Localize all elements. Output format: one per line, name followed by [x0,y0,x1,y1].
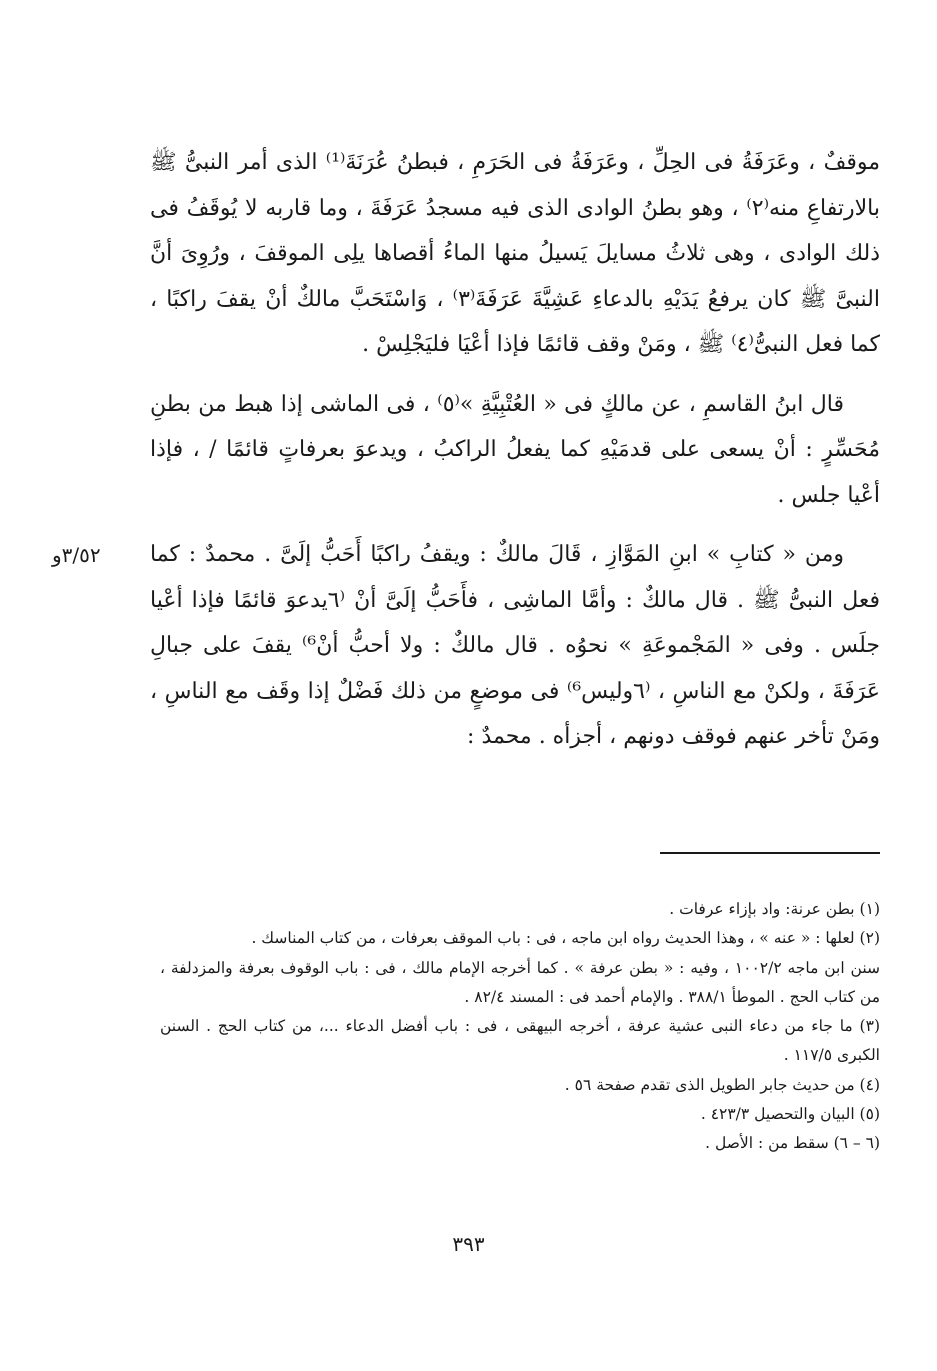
footnote-2-continued: سنن ابن ماجه ١٠٠٢/٢ ، وفيه : « بطن عرفة » . كما أخرجه الإمام مالك ، فى : باب الوقوف بعرفة والمزدلفة ، من كتاب الحج . الموطأ ٣٨٨/١ . والإمام أحمد فى : المسند ٨٢/٤ . [160,958,880,1006]
footnote-3: (٣) ما جاء من دعاء النبى عشية عرفة ، أخرجه البيهقى ، فى : باب أفضل الدعاء ...، من كتاب الحج . السنن الكبرى ١١٧/٥ . [160,1017,880,1065]
paragraph-2: قال ابنُ القاسمِ ، عن مالكٍ فى « العُتْبِيَّةِ »⁽٥⁾ ، فى الماشى إذا هبط من بطنِ مُحَسِّرٍ : أنْ يسعى على قدمَيْهِ كما يفعلُ الراكبُ ، ويدعوَ بعرفاتٍ قائمًا / ، فإذا أعْيا جلس . [150,391,880,508]
footnote-divider [660,852,880,854]
paragraph-1: موقفٌ ، وعَرَفَةُ فى الحِلِّ ، وعَرَفَةُ فى الحَرَمِ ، فبطنُ عُرَنَةَ⁽¹⁾ الذى أمر النبىُّ ﷺ بالارتفاعِ منه⁽٢⁾ ، وهو بطنُ الوادى الذى فيه مسجدُ عَرَفَةَ ، وما قاربه لا يُوقَفُ فى ذلك الوادى ، وهى ثلاثُ مسايلَ يَسيلُ منها الماءُ أقصاها يلِى الموقفَ ، ورُوِىَ أنَّ النبىَّ ﷺ كان يرفعُ يَدَيْهِ بالدعاءِ عَشِيَّةَ عَرَفَةَ⁽٣⁾ ، وَاسْتَحَبَّ مالكٌ أنْ يقفَ راكبًا ، كما فعل النبىُّ⁽٤⁾ ﷺ ، ومَنْ وقف قائمًا فإذا أعْيَا فليَجْلِسْ . [150,150,881,357]
footnote-4: (٤) من حديث جابر الطويل الذى تقدم صفحة ٥٦ . [564,1075,880,1094]
footnote-6: (٦ – ٦) سقط من : الأصل . [705,1134,880,1153]
footnotes-block [160,895,880,1159]
main-text-block [150,140,880,760]
footnote-1: (١) بطن عرنة: واد بإزاء عرفات . [669,900,880,918]
margin-folio-reference: ٣/٥٢و [52,543,101,567]
paragraph-3: ومن « كتابِ » ابنِ المَوَّازِ ، قَالَ مالكٌ : ويقفُ راكبًا أَحَبُّ إلَىَّ . محمدٌ : كما فعل النبىُّ ﷺ . قال مالكٌ : وأمَّا الماشِى ، فأَحَبُّ إلَىَّ أنْ ⁽٦يدعوَ قائمًا فإذا أعْيا جلَس . وفى « المَجْموعَةِ » نحوُه . قال مالكٌ : ولا أحبُّ أنْ⁶⁾ يقفَ على جبالِ عَرَفَةَ ، ولكنْ مع الناسِ ، ⁽٦وليس⁶⁾ فى موضعٍ من ذلك فَضْلٌ إذا وقَف مع الناسِ ، ومَنْ تأخر عنهم فوقف دونهم ، أجزأه . محمدٌ : [150,542,880,749]
page-number: ٣٩٣ [452,1232,485,1256]
footnote-5: (٥) البيان والتحصيل ٤٢٣/٣ . [700,1105,880,1124]
footnote-2: (٢) لعلها : « عنه » ، وهذا الحديث رواه ابن ماجه ، فى : باب الموقف بعرفات ، من كتاب المناسك . [251,929,880,948]
